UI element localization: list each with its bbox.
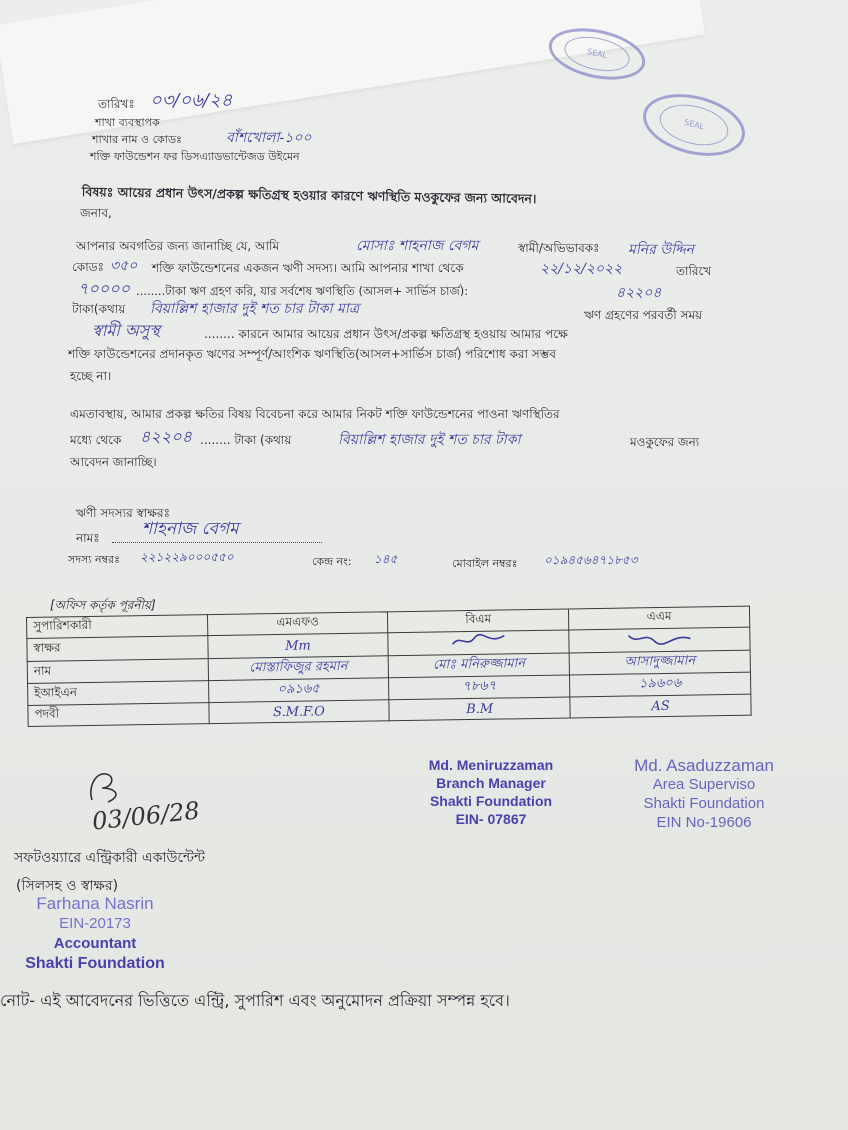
designation-cell: AS xyxy=(570,694,751,718)
loan-amount: ৭০০০০ xyxy=(78,279,131,298)
mobile-label: মোবাইল নম্বরঃ xyxy=(452,557,518,570)
name-cell: আসাদুজ্জামান xyxy=(569,650,750,675)
salutation: জনাব, xyxy=(80,206,112,220)
para1-line4b: ঋণ গ্রহণের পরবর্তী সময় xyxy=(584,308,703,322)
para1-line2b: শক্তি ফাউন্ডেশনের একজন ঋণী সদস্য। আমি আপনার শাখা থেকে xyxy=(152,261,464,275)
loan-balance: ৪২২০৪ xyxy=(616,285,662,301)
para1-line2a: কোডঃ xyxy=(72,260,104,274)
accountant-line2: (সিলসহ ও স্বাক্ষর) xyxy=(16,878,119,894)
accountant-initial-icon xyxy=(82,766,132,806)
accountant-date: 03/06/28 xyxy=(90,796,201,836)
stamp-ein: EIN-20173 xyxy=(59,915,131,932)
branch-label: শাখার নাম ও কোডঃ xyxy=(92,133,182,146)
col-header: এএম xyxy=(569,606,750,630)
waiver-words: বিয়াল্লিশ হাজার দুই শত চার টাকা xyxy=(338,432,521,448)
stamp-org: Shakti Foundation xyxy=(643,795,765,812)
office-table xyxy=(26,606,752,727)
office-seal: SEAL xyxy=(637,84,752,165)
para2-line2b: ........ টাকা (কথায় xyxy=(200,433,292,447)
branch-manager-line: শাখা ব্যবস্থাপক xyxy=(95,116,160,129)
signature-cell xyxy=(388,630,569,656)
member-name-value: শাহনাজ বেগম xyxy=(142,519,239,539)
damage-reason: স্বামী অসুস্থ xyxy=(92,321,160,340)
ein-cell: ১৯৬০৬ xyxy=(570,672,751,697)
stamp-name: Md. Meniruzzaman xyxy=(428,757,554,773)
member-signature-label: ঋণী সদস্যর স্বাক্ষরঃ xyxy=(76,506,170,520)
name-cell: মোস্তাফিজুর রহমান xyxy=(208,656,389,681)
para1-line7: হচ্ছে না। xyxy=(70,369,112,383)
para1-line1b: স্বামী/অভিভাবকঃ xyxy=(518,241,600,255)
center-no: ১৪৫ xyxy=(374,552,398,566)
signature-cell: Mm xyxy=(207,633,388,659)
stamp-org: Shakti Foundation xyxy=(25,955,165,972)
stamp-org: Shakti Foundation xyxy=(429,793,553,809)
stamp-ein: EIN- 07867 xyxy=(455,811,527,827)
office-seal: SEAL xyxy=(544,20,650,87)
area-manager-stamp xyxy=(614,756,794,832)
applicant-name: মোসাঃ শাহনাজ বেগম xyxy=(356,238,479,254)
signature-scribble-icon xyxy=(448,631,508,650)
stamp-title: Accountant xyxy=(53,935,137,952)
stamp-title: Branch Manager xyxy=(436,775,546,791)
branch-manager-stamp xyxy=(406,756,576,828)
member-code: ৩৫০ xyxy=(110,258,138,274)
col-header: বিএম xyxy=(388,609,569,633)
footer-note: নোট- এই আবেদনের ভিত্তিতে এন্ট্রি, সুপারিশ এবং অনুমোদন প্রক্রিয়া সম্পন্ন হবে। xyxy=(0,991,510,1010)
para2-line2c: মওকুফের জন্য xyxy=(630,435,700,449)
para2-line1: এমতাবস্থায়, আমার প্রকল্প ক্ষতির বিষয় বিবেচনা করে আমার নিকট শক্তি ফাউন্ডেশনের পাওনা ঋণস্থিতির xyxy=(70,407,560,421)
row-label: স্বাক্ষর xyxy=(27,636,208,662)
member-no-value: ২২১২২৯০০০৫৫০ xyxy=(140,550,234,564)
mobile-no: ০১৯৪৫৬৪৭১৮৫৩ xyxy=(544,553,638,567)
para1-line6: শক্তি ফাউন্ডেশনের প্রদানকৃত ঋণের সম্পূর্ণ/আংশিক ঋণস্থিতি(আসল+সার্ভিস চার্জ) পরিশোধ করা সম্ভব xyxy=(68,347,556,361)
waiver-amount: ৪২২০৪ xyxy=(140,427,192,446)
designation-cell: S.M.F.O xyxy=(208,700,389,724)
signature-cell xyxy=(569,627,750,653)
office-note: [অফিস কর্তৃক পূরনীয়] xyxy=(50,598,156,612)
para2-line2a: মধ্যে থেকে xyxy=(70,433,122,447)
designation-cell: B.M xyxy=(389,697,570,721)
stamp-name: Farhana Nasrin xyxy=(36,894,154,913)
para1-line3: ........টাকা ঋণ গ্রহণ করি, যার সর্বশেষ ঋণস্থিতি (আসল+ সার্ভিস চার্জ): xyxy=(136,284,469,298)
row-label: পদবী xyxy=(28,703,209,727)
para2-line3: আবেদন জানাচ্ছি। xyxy=(70,455,157,469)
col-header: সুপারিশকারী xyxy=(27,615,208,639)
guardian-name: মনির উদ্দিন xyxy=(628,242,694,258)
center-label: কেন্দ্র নং: xyxy=(312,555,352,568)
ein-cell: ৭৮৬৭ xyxy=(389,675,570,700)
subject: বিষয়ঃ আয়ের প্রধান উৎস/প্রকল্প ক্ষতিগ্রস্থ হওয়ার কারণে ঋণস্থিতি মওকুফের জন্য আবেদন। xyxy=(81,184,537,207)
stamp-ein: EIN No-19606 xyxy=(656,814,752,831)
date-value: ০৩/০৬/২৪ xyxy=(150,90,233,111)
accountant-line1: সফটওয়্যারে এন্ট্রিকারী একাউন্টেন্ট xyxy=(14,850,206,866)
para1-line2c: তারিখে xyxy=(676,264,712,278)
row-label: ইআইএন xyxy=(28,681,209,706)
balance-in-words: বিয়াল্লিশ হাজার দুই শত চার টাকা মাত্র xyxy=(150,301,360,317)
accountant-stamp xyxy=(10,894,180,974)
branch-value: বাঁশখোলা-১০০ xyxy=(226,130,312,146)
member-name-label: নামঃ xyxy=(76,531,100,545)
stamp-title: Area Superviso xyxy=(652,776,756,793)
signature-scribble-icon xyxy=(624,629,694,648)
para1-line4a: টাকা(কথায় xyxy=(72,302,126,316)
col-header: এমএফও xyxy=(207,612,388,636)
loan-date: ২২/১২/২০২২ xyxy=(540,261,623,277)
stamp-name: Md. Asaduzzaman xyxy=(634,756,774,775)
row-label: নাম xyxy=(27,659,208,684)
name-cell: মোঃ মনিরুজ্জামান xyxy=(388,653,569,678)
para1-line5: ........ কারনে আমার আয়ের প্রধান উৎস/প্রকল্প ক্ষতিগ্রস্থ হওয়ায় আমার পক্ষে xyxy=(204,327,568,341)
date-label: তারিখঃ xyxy=(98,97,135,111)
para1-line1a: আপনার অবগতির জন্য জানাচ্ছি যে, আমি xyxy=(76,239,280,253)
ein-cell: ০৯১৬৫ xyxy=(208,678,389,703)
member-no-label: সদস্য নম্বরঃ xyxy=(68,553,120,566)
org-line: শক্তি ফাউন্ডেশন ফর ডিসএ্যাডভান্টেজড উইমেন xyxy=(90,150,300,163)
